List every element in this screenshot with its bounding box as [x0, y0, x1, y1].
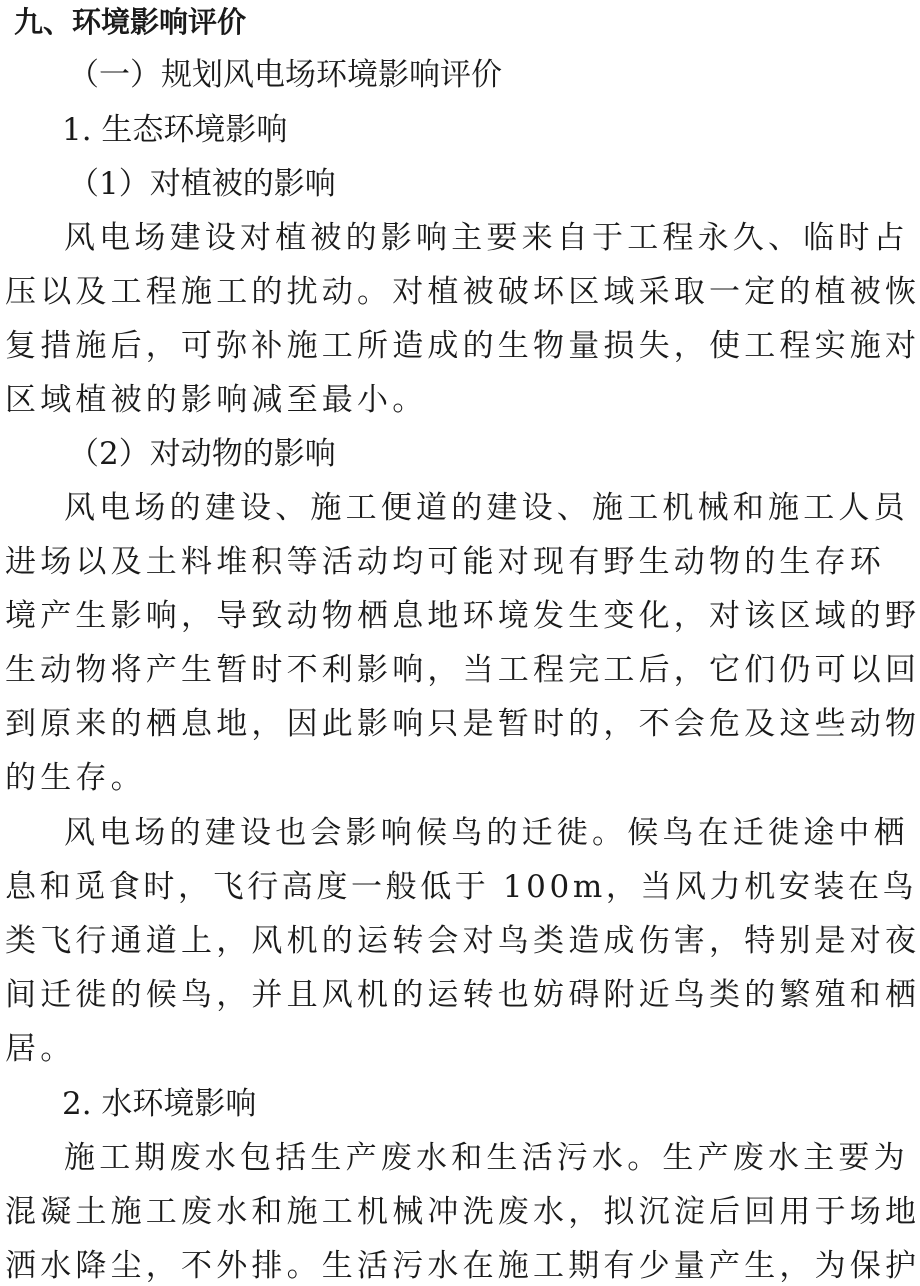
subitem-heading-vegetation: （1）对植被的影响 [68, 166, 336, 202]
item-heading-ecology: 1. 生态环境影响 [62, 112, 288, 148]
paragraph-line: 居。 [5, 1031, 76, 1067]
paragraph-line: 洒水降尘，不外排。生活污水在施工期有少量产生，为保护 [5, 1248, 920, 1284]
section-heading: 九、环境影响评价 [14, 5, 247, 39]
subitem-heading-animals: （2）对动物的影响 [68, 436, 336, 472]
paragraph-line: 施工期废水包括生产废水和生活污水。生产废水主要为 [64, 1140, 909, 1176]
paragraph-line: 生动物将产生暂时不利影响，当工程完工后，它们仍可以回 [5, 652, 920, 688]
paragraph-line: 复措施后，可弥补施工所造成的生物量损失，使工程实施对 [5, 328, 920, 364]
paragraph-line: 进场以及土料堆积等活动均可能对现有野生动物的生存环 [5, 544, 885, 580]
paragraph-line: 风电场的建设也会影响候鸟的迁徙。候鸟在迁徙途中栖 [64, 815, 909, 851]
subsection-heading: （一）规划风电场环境影响评价 [68, 57, 502, 93]
paragraph-line: 息和觅食时，飞行高度一般低于 100m，当风力机安装在鸟 [5, 869, 918, 905]
paragraph-line: 风电场建设对植被的影响主要来自于工程永久、临时占 [64, 220, 909, 256]
paragraph-line: 压以及工程施工的扰动。对植被破坏区域采取一定的植被恢 [5, 274, 920, 310]
paragraph-line: 混凝土施工废水和施工机械冲洗废水，拟沉淀后回用于场地 [5, 1194, 920, 1230]
paragraph-line: 的生存。 [5, 760, 146, 796]
item-heading-water: 2. 水环境影响 [62, 1086, 257, 1122]
paragraph-line: 间迁徙的候鸟，并且风机的运转也妨碍附近鸟类的繁殖和栖 [5, 977, 920, 1013]
paragraph-line: 风电场的建设、施工便道的建设、施工机械和施工人员 [64, 490, 909, 526]
paragraph-line: 类飞行通道上，风机的运转会对鸟类造成伤害，特别是对夜 [5, 923, 920, 959]
paragraph-line: 境产生影响，导致动物栖息地环境发生变化，对该区域的野 [5, 598, 920, 634]
paragraph-line: 区域植被的影响减至最小。 [5, 382, 428, 418]
paragraph-line: 到原来的栖息地，因此影响只是暂时的，不会危及这些动物 [5, 706, 920, 742]
